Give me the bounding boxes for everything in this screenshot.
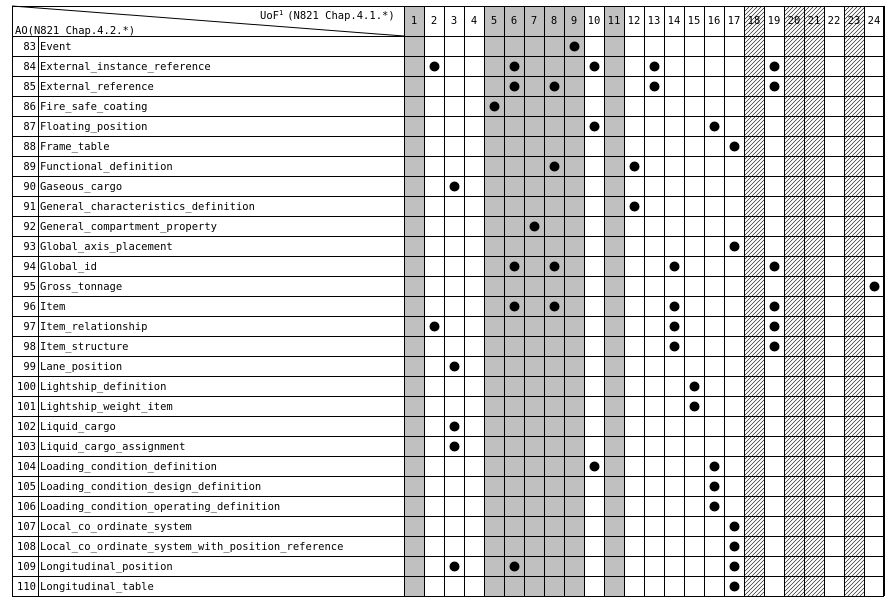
mark-dot bbox=[630, 202, 640, 212]
row-name: Item bbox=[40, 301, 66, 313]
mark-dot bbox=[670, 262, 680, 272]
row-number: 85 bbox=[23, 81, 36, 93]
mark-dot bbox=[690, 382, 700, 392]
mark-dot bbox=[730, 242, 740, 252]
row-number: 102 bbox=[17, 421, 36, 433]
column-header-19: 19 bbox=[767, 15, 781, 27]
row-name: Loading_condition_definition bbox=[40, 461, 218, 473]
column-header-11: 11 bbox=[607, 15, 621, 27]
column-header-20: 20 bbox=[787, 15, 801, 27]
column-band-15 bbox=[684, 6, 704, 596]
mark-dot bbox=[710, 502, 720, 512]
column-band-12 bbox=[624, 6, 644, 596]
row-name: Loading_condition_operating_definition bbox=[40, 501, 281, 513]
column-header-1: 1 bbox=[410, 15, 418, 27]
row-name: Longitudinal_position bbox=[40, 561, 173, 573]
row-name: General_compartment_property bbox=[40, 221, 218, 233]
row-name: External_instance_reference bbox=[40, 61, 211, 73]
row-number: 97 bbox=[23, 321, 36, 333]
row-number: 104 bbox=[17, 461, 36, 473]
row-number: 103 bbox=[17, 441, 36, 453]
mark-dot bbox=[630, 162, 640, 172]
row-number: 109 bbox=[17, 561, 36, 573]
mark-dot bbox=[450, 362, 460, 372]
row-number: 94 bbox=[23, 261, 36, 273]
row-name: Lightship_definition bbox=[40, 381, 167, 393]
mark-dot bbox=[510, 562, 520, 572]
row-number: 95 bbox=[23, 281, 36, 293]
row-name: Longitudinal_table bbox=[40, 581, 154, 593]
mark-dot bbox=[650, 82, 660, 92]
column-header-9: 9 bbox=[570, 15, 578, 27]
column-header-22: 22 bbox=[827, 15, 841, 27]
mark-dot bbox=[430, 322, 440, 332]
mark-dot bbox=[430, 62, 440, 72]
row-name: Frame_table bbox=[40, 141, 110, 153]
column-band-2 bbox=[424, 6, 444, 596]
row-name: Gaseous_cargo bbox=[40, 181, 123, 193]
mark-dot bbox=[590, 122, 600, 132]
mark-dot bbox=[730, 562, 740, 572]
row-name: Gross_tonnage bbox=[40, 281, 123, 293]
column-header-16: 16 bbox=[707, 15, 721, 27]
mark-dot bbox=[650, 62, 660, 72]
mark-dot bbox=[570, 42, 580, 52]
mark-dot bbox=[710, 462, 720, 472]
column-band-5 bbox=[484, 6, 504, 596]
column-band-6 bbox=[504, 6, 524, 596]
mark-dot bbox=[870, 282, 880, 292]
column-header-3: 3 bbox=[450, 15, 458, 27]
row-name: Local_co_ordinate_system_with_position_reference bbox=[40, 541, 344, 553]
row-number: 91 bbox=[23, 201, 36, 213]
row-number: 83 bbox=[23, 41, 36, 53]
mark-dot bbox=[770, 302, 780, 312]
row-number: 99 bbox=[23, 361, 36, 373]
row-name: Lightship_weight_item bbox=[40, 401, 173, 413]
mark-dot bbox=[770, 262, 780, 272]
row-number: 87 bbox=[23, 121, 36, 133]
mark-dot bbox=[530, 222, 540, 232]
column-header-8: 8 bbox=[550, 15, 558, 27]
row-name: Liquid_cargo_assignment bbox=[40, 441, 186, 453]
column-header-4: 4 bbox=[470, 15, 478, 27]
row-number: 88 bbox=[23, 141, 36, 153]
column-band-19 bbox=[764, 6, 784, 596]
uof-header-label: UoF$^1$ (N821 Chap.4.1.*) bbox=[260, 9, 395, 22]
column-band-22 bbox=[824, 6, 844, 596]
mark-dot bbox=[590, 462, 600, 472]
mark-dot bbox=[690, 402, 700, 412]
column-header-24: 24 bbox=[867, 15, 881, 27]
column-header-12: 12 bbox=[627, 15, 641, 27]
mark-dot bbox=[710, 122, 720, 132]
mark-dot bbox=[770, 322, 780, 332]
mark-dot bbox=[670, 302, 680, 312]
row-number: 101 bbox=[17, 401, 36, 413]
row-number: 106 bbox=[17, 501, 36, 513]
mark-dot bbox=[730, 522, 740, 532]
row-name: Loading_condition_design_definition bbox=[40, 481, 262, 493]
mark-dot bbox=[490, 102, 500, 112]
column-header-21: 21 bbox=[807, 15, 821, 27]
mark-dot bbox=[590, 62, 600, 72]
mark-dot bbox=[670, 342, 680, 352]
column-header-2: 2 bbox=[430, 15, 438, 27]
mark-dot bbox=[510, 302, 520, 312]
row-number: 108 bbox=[17, 541, 36, 553]
row-number: 105 bbox=[17, 481, 36, 493]
column-header-14: 14 bbox=[667, 15, 681, 27]
mark-dot bbox=[730, 582, 740, 592]
mark-dot bbox=[510, 62, 520, 72]
row-name: Lane_position bbox=[40, 361, 123, 373]
row-number: 107 bbox=[17, 521, 36, 533]
mark-dot bbox=[730, 542, 740, 552]
row-name: Global_id bbox=[40, 261, 97, 273]
column-header-17: 17 bbox=[727, 15, 741, 27]
mark-dot bbox=[550, 262, 560, 272]
column-header-6: 6 bbox=[510, 15, 518, 27]
column-band-14 bbox=[664, 6, 684, 596]
row-name: Event bbox=[40, 41, 72, 53]
row-number: 89 bbox=[23, 161, 36, 173]
column-band-23 bbox=[844, 6, 864, 596]
column-band-10 bbox=[584, 6, 604, 596]
column-header-7: 7 bbox=[530, 15, 538, 27]
column-band-1 bbox=[404, 6, 424, 596]
mark-dot bbox=[450, 422, 460, 432]
column-band-4 bbox=[464, 6, 484, 596]
row-name: Floating_position bbox=[40, 121, 148, 133]
column-band-18 bbox=[744, 6, 764, 596]
column-band-7 bbox=[524, 6, 544, 596]
row-number: 86 bbox=[23, 101, 36, 113]
column-header-18: 18 bbox=[747, 15, 761, 27]
row-number: 110 bbox=[17, 581, 36, 593]
row-name: General_characteristics_definition bbox=[40, 201, 255, 213]
row-number: 100 bbox=[17, 381, 36, 393]
column-band-20 bbox=[784, 6, 804, 596]
row-number: 96 bbox=[23, 301, 36, 313]
column-band-8 bbox=[544, 6, 564, 596]
mark-dot bbox=[450, 442, 460, 452]
mark-dot bbox=[730, 142, 740, 152]
row-name: Functional_definition bbox=[40, 161, 173, 173]
row-name: Item_structure bbox=[40, 341, 129, 353]
mark-dot bbox=[550, 162, 560, 172]
column-header-15: 15 bbox=[687, 15, 701, 27]
row-name: Item_relationship bbox=[40, 321, 148, 333]
mark-dot bbox=[450, 182, 460, 192]
row-name: External_reference bbox=[40, 81, 154, 93]
mark-dot bbox=[510, 82, 520, 92]
row-number: 93 bbox=[23, 241, 36, 253]
column-band-17 bbox=[724, 6, 744, 596]
column-header-23: 23 bbox=[847, 15, 861, 27]
column-band-9 bbox=[564, 6, 584, 596]
mark-dot bbox=[450, 562, 460, 572]
ao-header-label: AO(N821 Chap.4.2.*) bbox=[15, 25, 136, 37]
column-band-3 bbox=[444, 6, 464, 596]
mark-dot bbox=[770, 342, 780, 352]
mark-dot bbox=[550, 302, 560, 312]
row-number: 84 bbox=[23, 61, 36, 73]
column-band-13 bbox=[644, 6, 664, 596]
mark-dot bbox=[510, 262, 520, 272]
column-band-21 bbox=[804, 6, 824, 596]
row-name: Fire_safe_coating bbox=[40, 101, 148, 113]
mark-dot bbox=[710, 482, 720, 492]
row-number: 92 bbox=[23, 221, 36, 233]
mark-dot bbox=[670, 322, 680, 332]
mark-dot bbox=[770, 82, 780, 92]
column-header-13: 13 bbox=[647, 15, 661, 27]
mark-dot bbox=[770, 62, 780, 72]
row-number: 90 bbox=[23, 181, 36, 193]
column-band-11 bbox=[604, 6, 624, 596]
column-header-10: 10 bbox=[587, 15, 601, 27]
row-number: 98 bbox=[23, 341, 36, 353]
mark-dot bbox=[550, 82, 560, 92]
column-header-5: 5 bbox=[490, 15, 498, 27]
row-name: Liquid_cargo bbox=[40, 421, 116, 433]
row-name: Local_co_ordinate_system bbox=[40, 521, 192, 533]
column-band-24 bbox=[864, 6, 884, 596]
row-name: Global_axis_placement bbox=[40, 241, 173, 253]
